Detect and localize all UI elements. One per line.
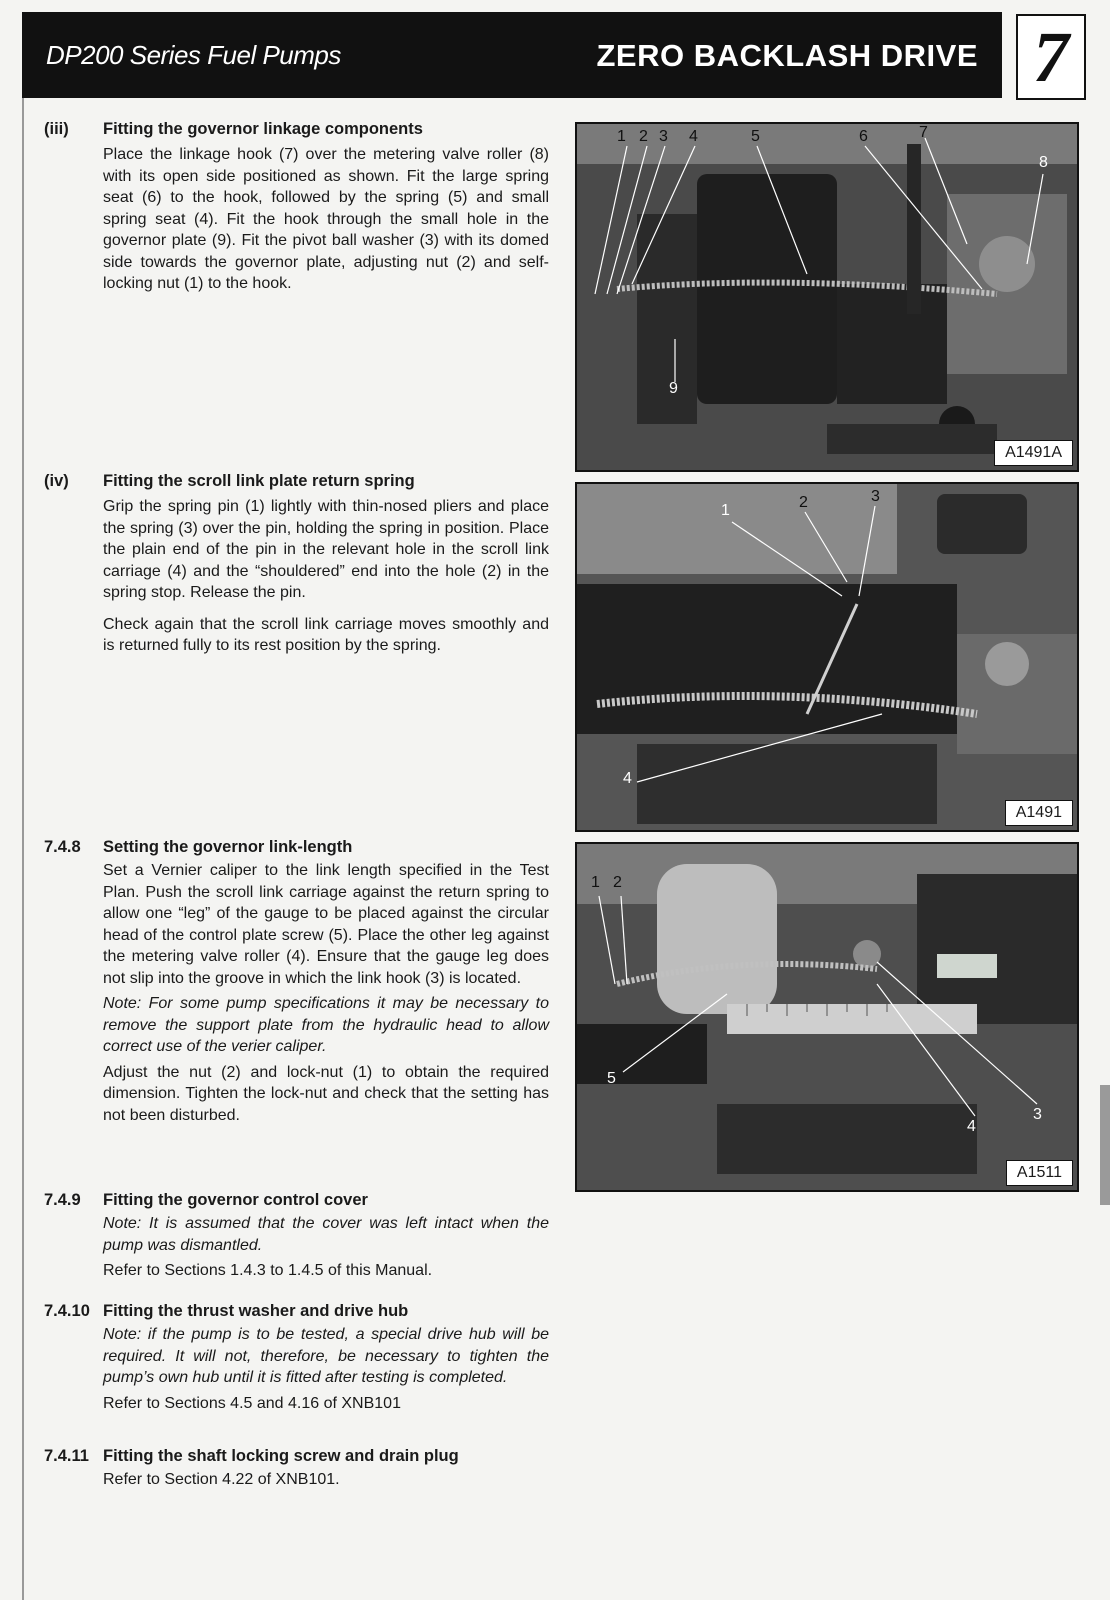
paragraph: Check again that the scroll link carriage moves smoothly and is returned fully to its rest position by the spring. [103,615,549,654]
note: Note: For some pump specifications it may be necessary to remove the support plate from the hydraulic head to allow correct use of the verier caliper. [103,995,549,1055]
section-body [103,1469,549,1501]
section-number: 7.4.10 [44,1302,90,1320]
side-tab [1100,1085,1110,1205]
page-header [22,12,1002,98]
callout-3: 3 [659,128,668,145]
section-number: (iv) [44,472,69,490]
callout-4: 4 [967,1118,976,1135]
paragraph: Place the linkage hook (7) over the metering valve roller (8) with its open side positioned as shown. Fit the large spring seat (6) to the hook, followed by the spring (5) and small spring seat (4). Fit the hook through the small hole in the governor plate (9). Fit the pivot ball washer (3) with its domed side towards the governor plate, adjusting nut (2) and self-locking nut (1) to the hook. [103,146,549,292]
paragraph: Grip the spring pin (1) lightly with thin-nosed pliers and place the spring (3) over the pin, holding the spring in position. Place the plain end of the pin in the relevant hole in the scroll link carriage (4) and the “shouldered” end into the hole (2) in the spring stop. Release the pin. [103,498,549,601]
callout-4: 4 [623,770,632,787]
section-title: Fitting the shaft locking screw and drain plug [103,1447,459,1465]
section-number: 7.4.9 [44,1191,81,1209]
section-number: 7.4.11 [44,1447,89,1465]
figure-a1491a [575,122,1079,472]
section-body [103,144,549,305]
callout-3: 3 [1033,1106,1042,1123]
callout-4: 4 [689,128,698,145]
section-number: 7.4.8 [44,838,81,856]
paragraph: Refer to Sections 1.4.3 to 1.4.5 of this Manual. [103,1262,433,1279]
callout-1: 1 [721,502,730,519]
vernier-caliper-photo [577,844,1077,1190]
section-number: (iii) [44,120,69,138]
callout-8: 8 [1039,154,1048,171]
paragraph: Refer to Section 4.22 of XNB101. [103,1471,340,1488]
section-body [103,496,549,667]
callout-1: 1 [617,128,626,145]
section-body [103,1324,549,1424]
return-spring-photo [577,484,1077,830]
callout-1: 1 [591,874,600,891]
section-body [103,1213,549,1292]
callout-7: 7 [919,124,928,141]
callout-9: 9 [669,380,678,397]
section-title: Fitting the governor control cover [103,1191,368,1209]
figure-id: A1511 [1006,1160,1073,1186]
paragraph: Refer to Sections 4.5 and 4.16 of XNB101 [103,1394,401,1412]
pump-governor-photo [577,124,1077,470]
paragraph: Set a Vernier caliper to the link length specified in the Test Plan. Push the scroll link carriage against the return spring to allow one “leg” of the gauge to be placed against the circular head of the control plate screw (5). Place the other leg against the metering valve roller (4). Ensure that the gauge leg does not slip into the groove in which the link hook (3) is located. [103,862,549,987]
paragraph: Adjust the nut (2) and lock-nut (1) to obtain the required dimension. Tighten the lock-nut and check that the setting has not been disturbed. [103,1063,549,1124]
figure-a1511 [575,842,1079,1192]
callout-2: 2 [613,874,622,891]
note: Note: It is assumed that the cover was left intact when the pump was dismantled. [103,1215,549,1254]
section-title: Fitting the thrust washer and drive hub [103,1302,409,1320]
page-frame-left [22,98,24,1600]
section-title: Fitting the scroll link plate return spring [103,472,415,490]
callout-3: 3 [871,488,880,505]
callout-5: 5 [751,128,760,145]
figure-a1491 [575,482,1079,832]
note: Note: if the pump is to be tested, a special drive hub will be required. It will not, therefore, be necessary to tighten the pump’s own hub until it is fitted after testing is completed. [103,1326,549,1386]
series-title: DP200 Series Fuel Pumps [46,40,341,70]
section-title: Fitting the governor linkage components [103,120,423,138]
callout-5: 5 [607,1070,616,1087]
callout-2: 2 [639,128,648,145]
section-title: Setting the governor link-length [103,838,353,856]
callout-6: 6 [859,128,868,145]
figure-id: A1491A [994,440,1073,466]
chapter-title: ZERO BACKLASH DRIVE [596,38,978,73]
section-body [103,860,549,1136]
figure-id: A1491 [1005,800,1073,826]
chapter-number-box: 7 [1016,14,1086,100]
callout-2: 2 [799,494,808,511]
